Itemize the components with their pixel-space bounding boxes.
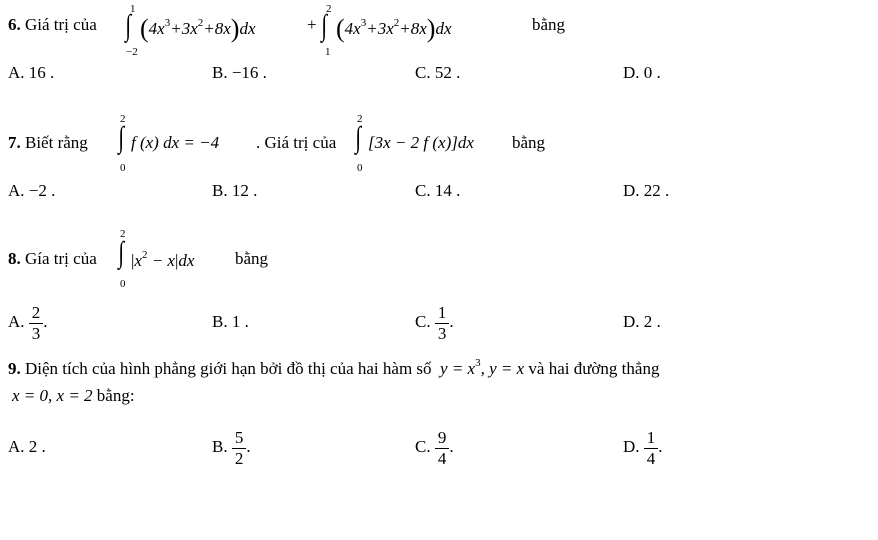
q7-mid: . Giá trị của xyxy=(256,133,337,152)
q6-number: 6. xyxy=(8,15,21,34)
q6-option-b[interactable]: B. −16 . xyxy=(212,63,267,82)
q7-int2-lower: 0 xyxy=(357,162,363,174)
q6-int2-upper: 2 xyxy=(326,3,332,15)
q9-tail: bằng: xyxy=(96,386,135,405)
q9-option-b[interactable]: B. $\frac{5}{2}$ . xyxy=(212,428,251,468)
q7-int1-lower: 0 xyxy=(120,162,126,174)
q9-option-d[interactable]: D. $\frac{1}{4}$ . xyxy=(623,428,663,468)
q8-int-upper: 2 xyxy=(120,228,126,240)
q7-lead: Biết rằng xyxy=(25,133,88,152)
q7-option-b[interactable]: B. 12 . xyxy=(212,181,258,200)
q8-option-c[interactable]: C. $\frac{1}{3}$ . xyxy=(415,303,454,343)
q9-function: $y = x^3$, y = x xyxy=(440,357,525,378)
q7-int2-upper: 2 xyxy=(357,113,363,125)
q8-tail: bằng xyxy=(235,249,269,268)
q8-number: 8. xyxy=(8,249,21,268)
q8-option-b[interactable]: B. 1 . xyxy=(212,312,249,331)
q9-lines: x = 0, x = 2 xyxy=(12,386,93,405)
q7-number: 7. xyxy=(8,133,21,152)
q6-int1-upper: 1 xyxy=(130,3,136,15)
integral-sign: ∫ xyxy=(118,236,124,269)
q6-integral-2 xyxy=(320,3,530,58)
q6-int2-lower: 1 xyxy=(325,46,331,58)
integral-sign: ∫ xyxy=(321,9,327,42)
q8-int-lower: 0 xyxy=(120,278,126,290)
q6-plus: + xyxy=(307,15,317,34)
q8-option-a[interactable]: A. $\frac{2}{3}$ . xyxy=(8,303,48,343)
q9-line-1 xyxy=(8,358,659,377)
q8-option-d[interactable]: D. 2 . xyxy=(623,312,661,331)
q9-option-a[interactable]: A. 2 . xyxy=(8,437,46,456)
q7-integral-2 xyxy=(354,113,514,174)
q9-number: 9. xyxy=(8,359,21,378)
q9-option-c[interactable]: C. $\frac{9}{4}$ . xyxy=(415,428,454,468)
q7-int1-body: f (x) dx = −4 xyxy=(131,133,220,152)
q7-option-c[interactable]: C. 14 . xyxy=(415,181,461,200)
q6-lead: Giá trị của xyxy=(25,15,97,34)
q6-option-c[interactable]: C. 52 . xyxy=(415,63,461,82)
q6-line xyxy=(8,16,97,33)
q7-integral-1 xyxy=(117,113,267,174)
integral-sign: ∫ xyxy=(355,121,361,154)
integral-sign: ∫ xyxy=(118,121,124,154)
q7-int1-upper: 2 xyxy=(120,113,126,125)
q7-line xyxy=(8,134,88,151)
q7-tail: bằng xyxy=(512,133,546,152)
q9-line-2 xyxy=(12,387,135,404)
q9-lead: Diện tích của hình phẳng giới hạn bởi đồ thị của hai hàm số xyxy=(25,359,432,378)
q6-int1-lower: −2 xyxy=(126,46,138,58)
q6-option-a[interactable]: A. 16 . xyxy=(8,63,55,82)
integral-sign: ∫ xyxy=(125,9,131,42)
q6-int2-body: $(4x^3+3x^2+8x)dx$ xyxy=(336,14,452,43)
q8-lead: Gía trị của xyxy=(25,249,97,268)
q9-after-fn: và hai đường thẳng xyxy=(528,359,660,378)
q8-int-body: $|x^2 - x|dx$ xyxy=(131,249,195,270)
q7-option-a[interactable]: A. −2 . xyxy=(8,181,56,200)
q8-line xyxy=(8,250,97,267)
q6-option-d[interactable]: D. 0 . xyxy=(623,63,661,82)
q7-int2-body: [3x − 2 f (x)]dx xyxy=(368,133,474,152)
q6-tail: bằng xyxy=(532,15,566,34)
q6-int1-body: $(4x^3+3x^2+8x)dx$ xyxy=(140,14,256,43)
q7-option-d[interactable]: D. 22 . xyxy=(623,181,670,200)
